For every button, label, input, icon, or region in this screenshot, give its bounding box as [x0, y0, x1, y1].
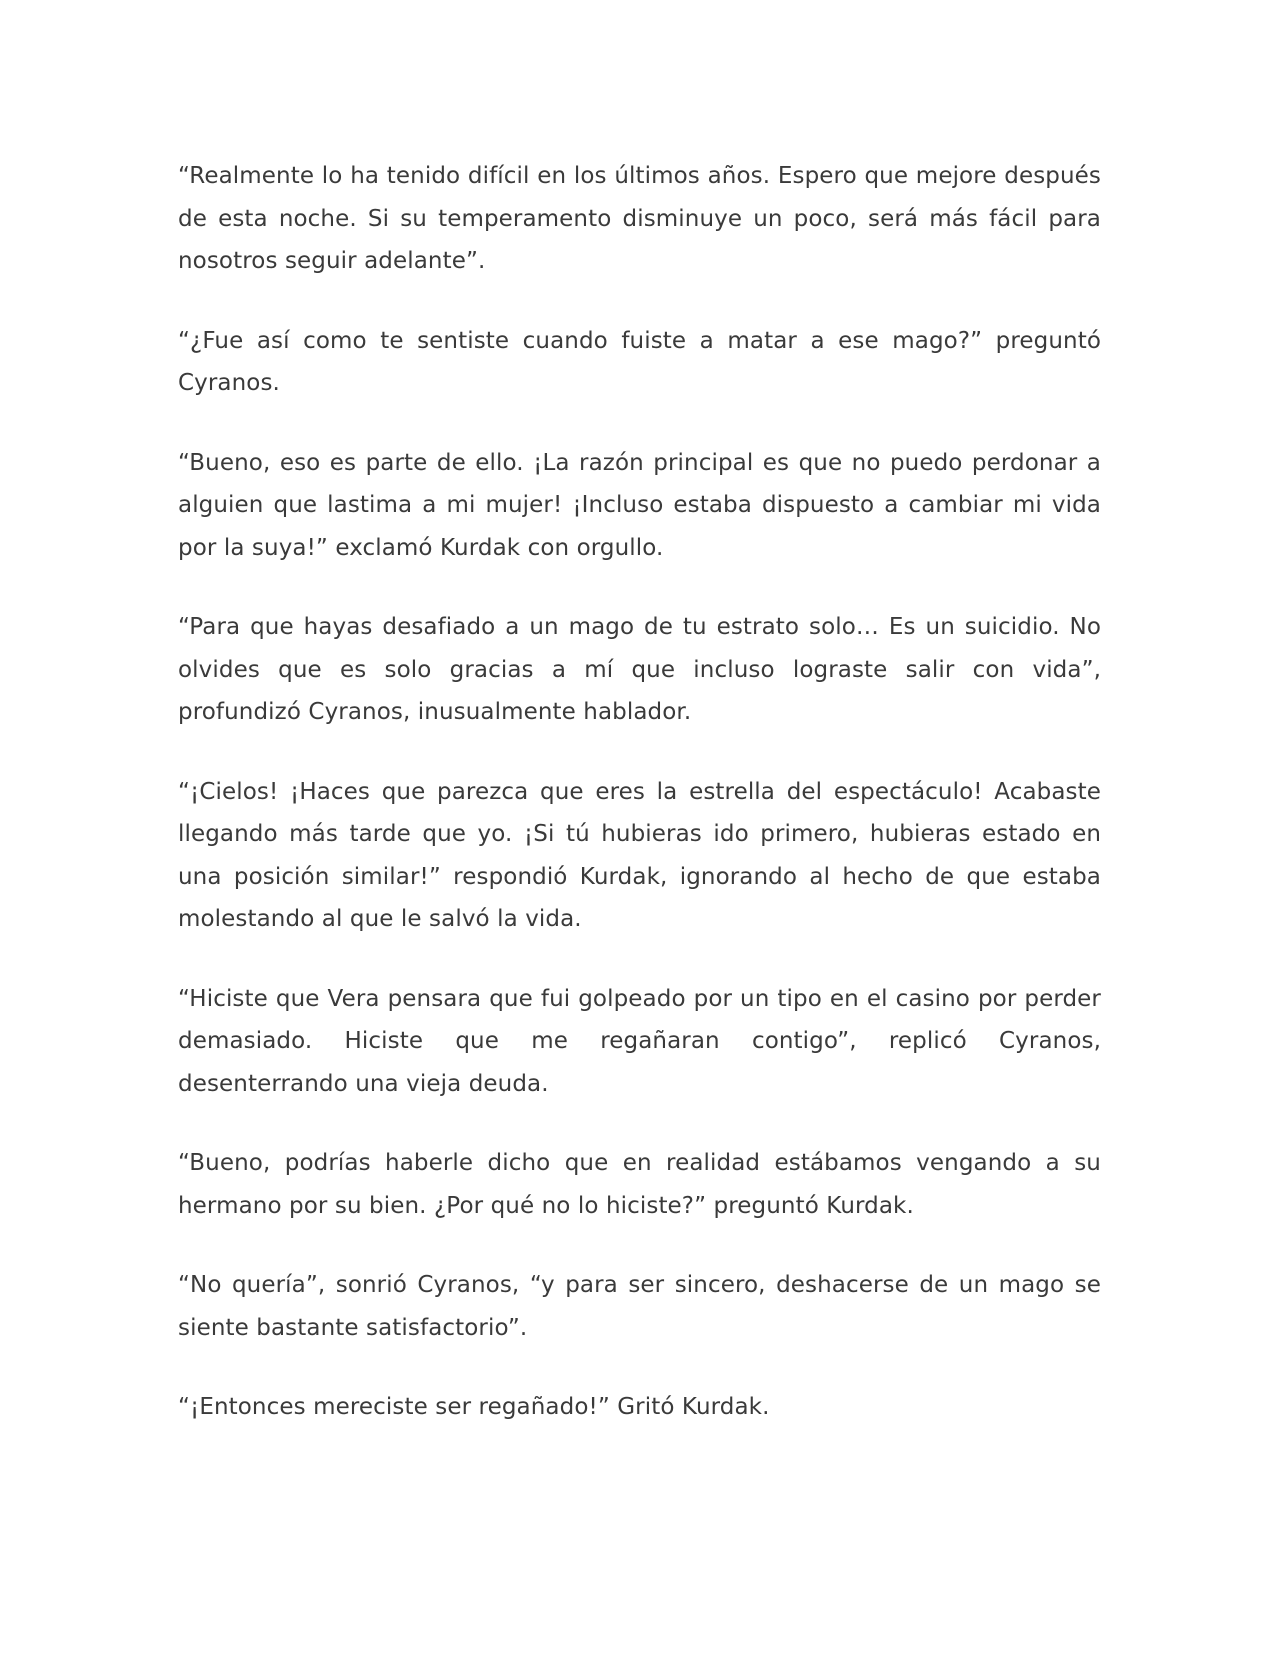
paragraph-3: “Bueno, eso es parte de ello. ¡La razón principal es que no puedo perdonar a alguien que lastima a mi mujer! ¡Incluso estaba dispuesto a cambiar mi vida por la suya!” exclamó Kurdak con orgullo. — [178, 449, 1101, 561]
paragraph-6: “Hiciste que Vera pensara que fui golpeado por un tipo en el casino por perder demasiado. Hiciste que me regañaran contigo”, replicó Cyranos, desenterrando una vieja deuda. — [178, 985, 1101, 1097]
paragraph-5: “¡Cielos! ¡Haces que parezca que eres la estrella del espectáculo! Acabaste llegando más tarde que yo. ¡Si tú hubieras ido primero, hubieras estado en una posición similar!” respondió Kurdak, ignorando al hecho de que estaba molestando al que le salvó la vida. — [178, 778, 1101, 932]
paragraph-4: “Para que hayas desafiado a un mago de tu estrato solo… Es un suicidio. No olvides que es solo gracias a mí que incluso lograste salir con vida”, profundizó Cyranos, inusualmente hablador. — [178, 614, 1101, 725]
document-page — [178, 155, 1101, 1466]
paragraph-2: “¿Fue así como te sentiste cuando fuiste a matar a ese mago?” preguntó Cyranos. — [178, 327, 1101, 396]
paragraph-7: “Bueno, podrías haberle dicho que en realidad estábamos vengando a su hermano por su bien. ¿Por qué no lo hiciste?” preguntó Kurdak. — [178, 1150, 1101, 1219]
paragraph-8: “No quería”, sonrió Cyranos, “y para ser sincero, deshacerse de un mago se siente bastante satisfactorio”. — [178, 1272, 1101, 1341]
paragraph-1: “Realmente lo ha tenido difícil en los últimos años. Espero que mejore después de esta noche. Si su temperamento disminuye un poco, será más fácil para nosotros seguir adelante”. — [178, 163, 1101, 274]
paragraph-9: “¡Entonces mereciste ser regañado!” Gritó Kurdak. — [178, 1394, 770, 1420]
